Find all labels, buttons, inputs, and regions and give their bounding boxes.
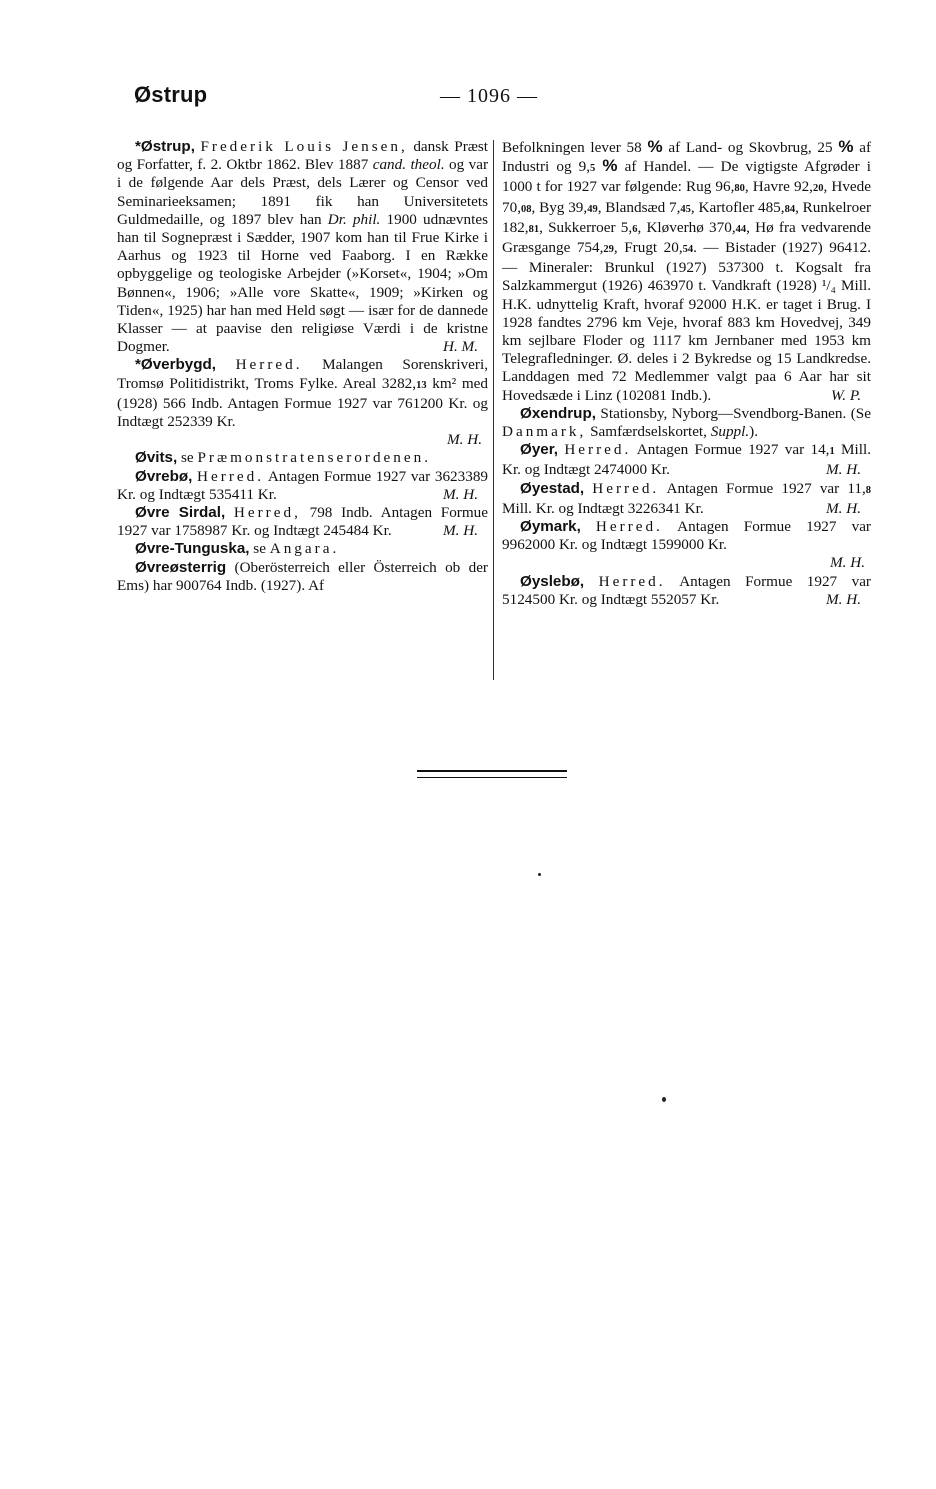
entry-oxendrup xyxy=(502,405,871,441)
cross-reference: Danmark, xyxy=(502,423,587,441)
entry-text: , Frugt 20, xyxy=(613,239,683,257)
entry-text: , Hø fra vedvarende Græsgange 754, xyxy=(502,218,871,257)
entry-text: , Runkelroer 182, xyxy=(502,198,872,236)
entry-text: Malangen Sorenskriveri, Tromsø Politidistrikt, Troms Fylke. Areal 3282, xyxy=(117,356,488,392)
headword: Øvits, xyxy=(135,449,178,467)
entry-oyer xyxy=(502,441,871,479)
subscript-decimal: 49 xyxy=(587,203,598,215)
entry-text: Antagen Formue 1927 var 9962000 Kr. og Indtægt 1599000 Kr. xyxy=(502,518,871,554)
entry-text: Antagen Formue 1927 var 5124500 Kr. og Indtægt 552057 Kr. xyxy=(502,572,871,608)
author-signature: M. H. xyxy=(442,522,478,540)
entry-text: , Kløverhø 370, xyxy=(637,218,736,236)
author-signature: M. H. xyxy=(446,431,482,449)
entry-text: , Kartofler 485, xyxy=(690,198,785,216)
spaced-kind: Herred. xyxy=(595,518,663,536)
subscript-decimal: 8 xyxy=(865,484,871,496)
subscript-decimal: 29 xyxy=(603,244,614,256)
subscript-decimal: 81 xyxy=(528,223,540,235)
headword: Øvrebø, xyxy=(135,467,193,485)
running-header-word: Østrup xyxy=(134,82,208,107)
subscript-decimal: 5 xyxy=(590,163,596,175)
spaced-kind: Herred. xyxy=(197,467,265,485)
entry-ovits xyxy=(117,449,488,467)
subscript-decimal: 45 xyxy=(680,203,691,215)
spaced-kind: Herred. xyxy=(235,356,303,374)
subscript-decimal: 20 xyxy=(812,183,824,195)
entry-text: , Byg 39, xyxy=(531,198,588,216)
headword: Øyer, xyxy=(520,441,558,459)
entry-ovre-sirdal xyxy=(117,504,488,540)
entry-text: , Havre 92, xyxy=(744,178,813,196)
page-number: — 1096 — xyxy=(440,85,538,107)
entry-text: Antagen Formue 1927 var 3623389 Kr. og Indtægt 535411 Kr. xyxy=(117,467,489,503)
entry-text: , Blandsæd 7, xyxy=(597,198,681,216)
headword: Øvreøsterrig xyxy=(135,558,227,576)
author-signature: H. M. xyxy=(442,338,478,356)
entry-text: og var i de følgende Aar dels Præst, dels Lærer og Censor ved Seminarieeksamen; 1891 fik han Universitetets Guldmedaille, og 1897 blev han xyxy=(117,156,489,228)
entry-text: af Handel. — De vigtigste Afgrøder i 1000 t for 1927 var følgende: Rug 96, xyxy=(502,158,871,196)
italic-text: cand. theol. xyxy=(372,156,445,174)
headword: Øvre-Tunguska, xyxy=(135,540,250,558)
entry-ovreosterrig xyxy=(117,559,488,595)
column-divider xyxy=(493,140,494,680)
author-signature: M. H. xyxy=(829,554,865,572)
spaced-kind: Herred, xyxy=(233,504,301,522)
entry-text: 798 Indb. Antagen Formue 1927 var 1758987 Kr. og Indtægt 245484 Kr. xyxy=(117,504,489,540)
subscript-decimal: 44 xyxy=(735,223,747,235)
percent-sign: % xyxy=(602,156,618,176)
entry-text: ). xyxy=(749,423,759,441)
entry-overbygd xyxy=(117,356,488,449)
entry-ostrup xyxy=(117,138,488,356)
subscript-decimal: 54 xyxy=(682,244,694,256)
entry-text: . — Bistader (1927) 96412. — Mineraler: Brunkul (1927) 537300 t. Kogsalt fra Salzkammergut (1926) 463970 t. Vandkraft (1928) ¹/₄ Mill. H.K. udnyttelig Kraft, hvoraf 92000 H.K. er taget i Brug. I 1928 fandtes 2796 km Veje, hvoraf 883 km Hovedvej, 349 km sejlbare Floder og 1117 km Jernbaner med 1953 km Telegrafledninger. Ø. deles i 2 Bykredse og 15 Landkredse. Landdagen med 72 Medlemmer valgt paa 6 Aar har sit Hovedsæde i Linz (102081 Indb.). xyxy=(502,239,871,404)
subscript-decimal: 13 xyxy=(416,379,427,391)
print-speck xyxy=(662,1097,666,1102)
entry-text: km² med (1928) 566 Indb. Antagen Formue 1927 var 761200 Kr. og Indtægt 252339 Kr. xyxy=(117,374,489,431)
author-signature: W. P. xyxy=(831,386,861,404)
end-rule xyxy=(417,770,567,778)
entry-text: Befolkningen lever 58 xyxy=(502,139,642,156)
entry-text: , Sukkerroer 5, xyxy=(539,218,633,236)
spaced-kind: Herred. xyxy=(564,441,632,459)
print-speck xyxy=(538,873,541,876)
subscript-decimal: 84 xyxy=(784,203,796,215)
entry-oymark xyxy=(502,518,871,573)
italic-text: Suppl. xyxy=(710,423,750,441)
entry-text: af Industri og 9, xyxy=(502,139,872,176)
entry-text: af Land- og Skovbrug, 25 xyxy=(668,139,833,156)
entry-text: 1900 udnævntes han til Sognepræst i Sædder, 1907 kom han til Frue Kirke i Aarhus og 1923 til Horne ved Faaborg. I en Række opbyggelige og teologiske Arbejder (»Korset«, 1904; »Om Bønnen«, 1906; »Alle vore Skatte«, 1909; »Kirken og Tiden«, 1925) har han med Held søgt — især for de dannede Klasser — at paavise den religiøse Værdi i de kristne Dogmer. xyxy=(117,210,488,356)
entry-text: Antagen Formue 1927 var 11, xyxy=(666,479,866,497)
spaced-kind: Herred. xyxy=(598,572,666,590)
author-signature: M. H. xyxy=(825,499,861,517)
entry-text: Samfærdselskortet, xyxy=(590,423,707,441)
headword: *Østrup, xyxy=(135,138,195,155)
italic-text: Dr. phil. xyxy=(327,210,381,228)
entry-ovre-tunguska xyxy=(117,540,488,558)
headword: Øyslebø, xyxy=(520,572,585,590)
headword: Øyestad, xyxy=(520,479,585,497)
entry-oyslebo xyxy=(502,573,871,609)
subscript-decimal: 80 xyxy=(734,183,745,195)
entry-oyestad xyxy=(502,480,871,518)
spaced-kind: Herred. xyxy=(592,479,660,497)
subscript-decimal: 6 xyxy=(632,223,638,235)
subscript-decimal: 1 xyxy=(829,446,835,458)
entry-text: , Hvede 70, xyxy=(502,178,871,216)
entry-text: Antagen Formue 1927 var 14, xyxy=(636,441,830,459)
right-column xyxy=(502,138,871,609)
entry-text: Mill. Kr. og Indtægt 2474000 Kr. xyxy=(502,441,871,479)
headword: Øxendrup, xyxy=(520,404,596,422)
subscript-decimal: 08 xyxy=(520,203,532,215)
entry-text: Stationsby, Nyborg—Svendborg-Banen. (Se xyxy=(600,404,871,422)
author-signature: M. H. xyxy=(442,485,478,503)
spaced-name: Frederik Louis Jensen, xyxy=(200,138,408,155)
entry-ovrebo xyxy=(117,468,488,504)
percent-sign: % xyxy=(838,137,854,156)
headword: Øvre Sirdal, xyxy=(135,504,226,522)
author-signature: M. H. xyxy=(825,590,861,608)
entry-text: se xyxy=(181,449,194,467)
headword: Øymark, xyxy=(520,518,581,536)
headword: *Øverbygd, xyxy=(135,356,217,374)
percent-sign: % xyxy=(647,137,663,156)
left-column xyxy=(117,138,488,595)
entry-text: (Oberösterreich eller Österreich ob der Ems) har 900764 Indb. (1927). Af xyxy=(117,558,488,594)
entry-ovreosterrig-continued xyxy=(502,138,871,405)
entry-text: dansk Præst og Forfatter, f. 2. Oktbr 1862. Blev 1887 xyxy=(117,138,489,174)
entry-text: Mill. Kr. og Indtægt 3226341 Kr. xyxy=(502,499,704,517)
cross-reference: Angara. xyxy=(269,540,340,558)
author-signature: M. H. xyxy=(825,461,861,479)
cross-reference: Præmonstratenserordenen. xyxy=(197,449,432,467)
entry-text: se xyxy=(253,540,266,558)
